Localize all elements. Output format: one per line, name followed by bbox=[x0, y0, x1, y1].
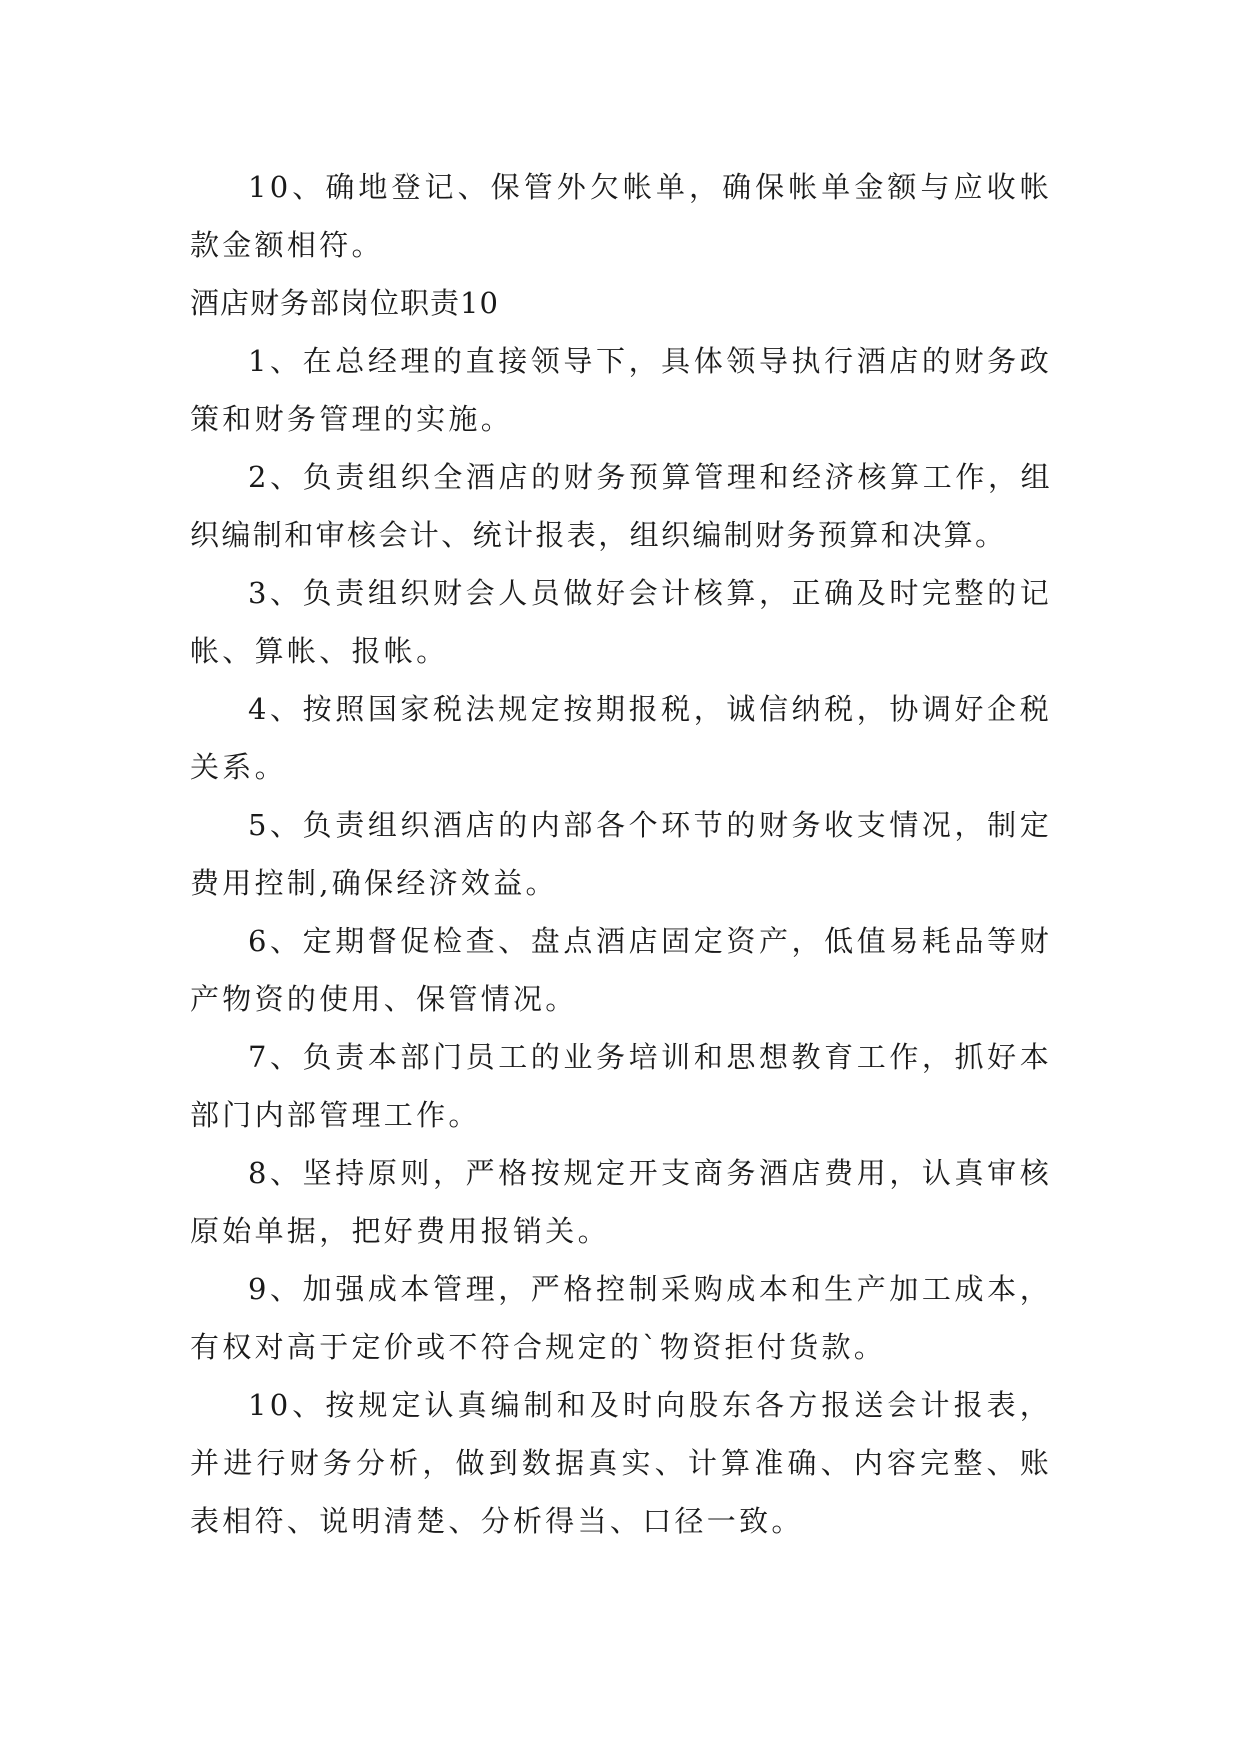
paragraph-item-8: 8、坚持原则，严格按规定开支商务酒店费用，认真审核原始单据，把好费用报销关。 bbox=[190, 1156, 1052, 1248]
paragraph-item-9: 9、加强成本管理，严格控制采购成本和生产加工成本，有权对高于定价或不符合规定的`物资拒付货款。 bbox=[190, 1272, 1052, 1364]
paragraph-item-7: 7、负责本部门员工的业务培训和思想教育工作，抓好本部门内部管理工作。 bbox=[190, 1040, 1052, 1132]
document-body bbox=[190, 158, 1052, 1550]
paragraph-item-6: 6、定期督促检查、盘点酒店固定资产，低值易耗品等财产物资的使用、保管情况。 bbox=[190, 924, 1052, 1016]
paragraph-item-10: 10、按规定认真编制和及时向股东各方报送会计报表，并进行财务分析，做到数据真实、计算准确、内容完整、账表相符、说明清楚、分析得当、口径一致。 bbox=[190, 1388, 1052, 1538]
section-heading: 酒店财务部岗位职责10 bbox=[190, 286, 499, 320]
paragraph-item-3: 3、负责组织财会人员做好会计核算，正确及时完整的记帐、算帐、报帐。 bbox=[190, 576, 1052, 668]
paragraph-prev-item-10: 10、确地登记、保管外欠帐单，确保帐单金额与应收帐款金额相符。 bbox=[190, 170, 1052, 262]
paragraph-item-4: 4、按照国家税法规定按期报税，诚信纳税，协调好企税关系。 bbox=[190, 692, 1052, 784]
paragraph-item-2: 2、负责组织全酒店的财务预算管理和经济核算工作，组织编制和审核会计、统计报表，组织编制财务预算和决算。 bbox=[190, 460, 1052, 552]
paragraph-item-1: 1、在总经理的直接领导下，具体领导执行酒店的财务政策和财务管理的实施。 bbox=[190, 344, 1052, 436]
paragraph-item-5: 5、负责组织酒店的内部各个环节的财务收支情况，制定费用控制,确保经济效益。 bbox=[190, 808, 1052, 900]
